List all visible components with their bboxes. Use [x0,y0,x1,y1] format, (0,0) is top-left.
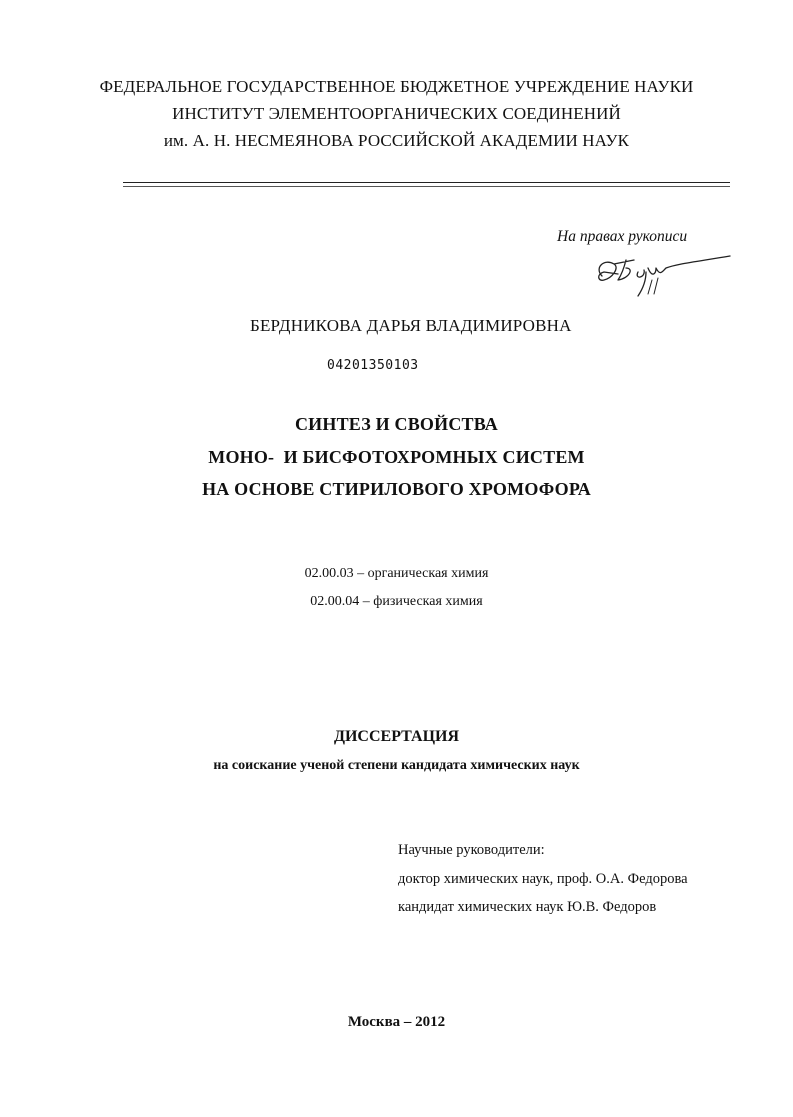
specialty-1: 02.00.03 – органическая химия [304,566,489,581]
specialty-2: 02.00.04 – физическая химия [310,594,483,609]
city-year: Москва – 2012 [347,1014,446,1030]
manuscript-note: На правах рукописи [557,228,688,245]
specialties [0,560,793,616]
header-divider [123,182,730,183]
title-line-2: МОНО- И БИСФОТОХРОМНЫХ СИСТЕМ [208,446,585,467]
advisors-heading: Научные руководители: [398,842,545,858]
advisor-1: доктор химических наук, проф. О.А. Федорова [398,870,688,887]
registration-code: 04201350103 [327,358,419,373]
author-signature [590,250,740,298]
author-name: БЕРДНИКОВА ДАРЬЯ ВЛАДИМИРОВНА [250,316,572,335]
institution-line-1: ФЕДЕРАЛЬНОЕ ГОСУДАРСТВЕННОЕ БЮДЖЕТНОЕ УЧРЕЖДЕНИЕ НАУКИ [99,77,694,96]
title-line-1: СИНТЕЗ И СВОЙСТВА [294,414,499,434]
degree-line: на соискание ученой степени кандидата химических наук [213,758,580,773]
document-type: ДИССЕРТАЦИЯ [333,728,460,745]
advisors [398,836,688,922]
header-divider-secondary [123,186,730,187]
institution-line-2: ИНСТИТУТ ЭЛЕМЕНТООРГАНИЧЕСКИХ СОЕДИНЕНИЙ [172,104,621,123]
advisor-2: кандидат химических наук Ю.В. Федоров [398,899,657,915]
title-line-3: НА ОСНОВЕ СТИРИЛОВОГО ХРОМОФОРА [202,479,591,499]
dissertation-title [0,408,793,506]
institution-header [0,73,793,154]
institution-line-3: им. А. Н. НЕСМЕЯНОВА РОССИЙСКОЙ АКАДЕМИИ НАУК [163,131,630,150]
